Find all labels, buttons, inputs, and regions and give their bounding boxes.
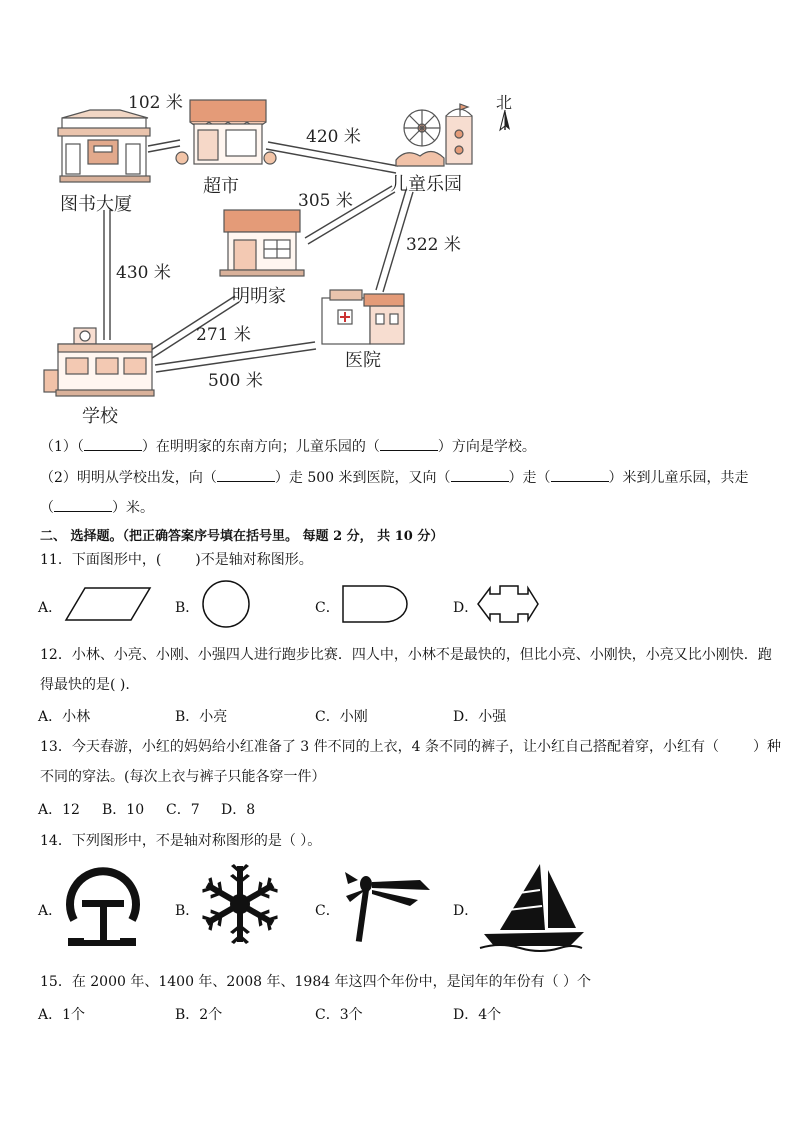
- circle-icon: [203, 581, 249, 627]
- question-12-line1: 12．小林、小亮、小刚、小强四人进行跑步比赛．四人中，小林不是最快的，但比小亮、小刚快，小亮又比小刚快．跑: [40, 647, 772, 663]
- q2-text-a: （2）明明从学校出发，向（: [40, 470, 217, 486]
- place-supermarket: 超市: [203, 176, 239, 197]
- map-figure: [0, 0, 794, 430]
- fill-question-2-cont: [40, 497, 154, 518]
- q15-option-d[interactable]: D．4个: [453, 1007, 502, 1023]
- snowflake-icon: [200, 864, 279, 944]
- q11-option-c[interactable]: C．: [315, 600, 340, 616]
- place-school: 学校: [82, 406, 118, 427]
- fill-question-2: [40, 467, 749, 488]
- q2-text-e: （: [40, 500, 54, 516]
- dragonfly-icon: [345, 872, 430, 942]
- distance-library-school: 430 米: [116, 263, 171, 283]
- north-arrow-icon: [500, 110, 510, 130]
- q13-option-c[interactable]: C．7: [166, 802, 200, 818]
- hospital-building: [322, 290, 404, 344]
- answer-blank[interactable]: [54, 497, 112, 512]
- q1-text-b: ）在明明家的东南方向；儿童乐园的（: [141, 439, 380, 455]
- q12-option-d[interactable]: D．小强: [453, 709, 507, 725]
- q2-text-c: ）走（: [508, 470, 551, 486]
- answer-paren[interactable]: [719, 737, 753, 751]
- question-14-stem: 14．下列图形中，不是轴对称图形的是（ ）。: [40, 833, 322, 849]
- answer-paren[interactable]: [161, 550, 195, 564]
- question-15-stem: 15．在 2000 年、1400 年、2008 年、1984 年这四个年份中，是闰年的年份有（ ）个: [40, 974, 592, 990]
- q13-option-a[interactable]: A．12: [38, 802, 80, 818]
- q2-text-d: ）米到儿童乐园，共走: [608, 470, 749, 486]
- place-park: 儿童乐园: [390, 174, 462, 195]
- q11-option-d[interactable]: D．: [453, 600, 479, 616]
- q1-text-a: （1）（: [40, 439, 84, 455]
- subway-symbol-icon: [68, 871, 136, 946]
- answer-blank[interactable]: [217, 467, 275, 482]
- q14-option-b[interactable]: B．: [175, 903, 200, 919]
- q11-stem-a: 11．下面图形中，(: [40, 552, 162, 568]
- q14-option-c[interactable]: C．: [315, 903, 340, 919]
- parallelogram-icon: [66, 588, 150, 620]
- distance-home-park: 305 米: [298, 191, 353, 211]
- q1-text-c: ）方向是学校。: [437, 439, 536, 455]
- q14-option-a[interactable]: A．: [38, 903, 63, 919]
- north-label: 北: [496, 93, 513, 112]
- q11-shapes: [0, 580, 794, 630]
- double-arrow-cross-icon: [478, 586, 538, 622]
- q14-figures: [0, 860, 794, 955]
- distance-supermarket-park: 420 米: [306, 127, 361, 147]
- question-13-line2: 不同的穿法。(每次上衣与裤子只能各穿一件）: [40, 769, 326, 785]
- question-11-stem: [40, 550, 313, 570]
- park-building: [396, 104, 472, 166]
- q2-text-b: ）走 500 米到医院，又向（: [274, 470, 451, 486]
- place-home: 明明家: [232, 286, 286, 307]
- q13-line1-b: ）种: [752, 739, 781, 755]
- library-building: [58, 110, 150, 182]
- distance-school-hospital: 500 米: [208, 371, 263, 391]
- q14-option-d[interactable]: D．: [453, 903, 479, 919]
- q13-option-b[interactable]: B．10: [102, 802, 145, 818]
- q12-option-a[interactable]: A．小林: [38, 709, 91, 725]
- distance-library-supermarket: 102 米: [128, 93, 183, 113]
- arch-shape-icon: [343, 586, 407, 622]
- sailboat-icon: [480, 864, 584, 951]
- answer-blank[interactable]: [84, 436, 142, 451]
- q15-option-b[interactable]: B．2个: [175, 1007, 223, 1023]
- school-building: [44, 328, 154, 396]
- place-hospital: 医院: [345, 350, 381, 371]
- distance-school-home: 271 米: [196, 325, 251, 345]
- q11-stem-b: )不是轴对称图形。: [195, 552, 313, 568]
- q15-option-c[interactable]: C．3个: [315, 1007, 363, 1023]
- q15-option-a[interactable]: A．1个: [38, 1007, 86, 1023]
- supermarket-building: [176, 100, 276, 164]
- answer-blank[interactable]: [551, 467, 609, 482]
- q2-text-f: ）米。: [112, 500, 154, 516]
- q11-option-b[interactable]: B．: [175, 600, 200, 616]
- q13-line1-a: 13．今天春游，小红的妈妈给小红准备了 3 件不同的上衣，4 条不同的裤子，让小红自己搭配着穿，小红有（: [40, 739, 719, 755]
- q11-option-a[interactable]: A．: [38, 600, 63, 616]
- fill-question-1: [40, 436, 536, 457]
- answer-blank[interactable]: [451, 467, 509, 482]
- section-title: 二、 选择题。（把正确答案序号填在括号里。 每题 2 分， 共 10 分）: [40, 529, 444, 544]
- answer-blank[interactable]: [380, 436, 438, 451]
- distance-park-hospital: 322 米: [406, 235, 461, 255]
- home-building: [220, 210, 304, 276]
- question-12-line2: 得最快的是( ).: [40, 677, 130, 693]
- q13-option-d[interactable]: D．8: [221, 802, 256, 818]
- q12-option-c[interactable]: C．小刚: [315, 709, 368, 725]
- place-library: 图书大厦: [60, 194, 132, 215]
- question-13-line1: [40, 737, 781, 757]
- q12-option-b[interactable]: B．小亮: [175, 709, 228, 725]
